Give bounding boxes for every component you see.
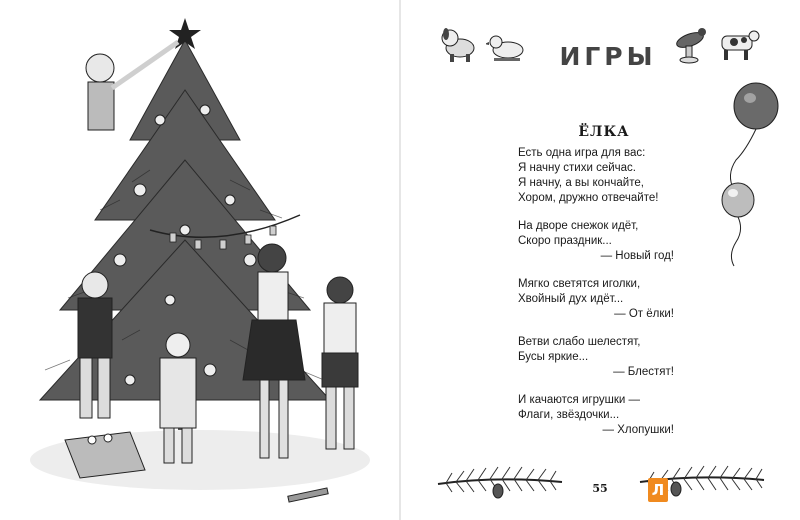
poem <box>518 124 674 451</box>
toy-box <box>65 432 145 478</box>
poem-line: Флаги, звёздочки... <box>518 409 620 421</box>
page-number: 55 <box>592 482 608 495</box>
poem-line: Мягко светятся иголки, <box>518 278 641 290</box>
stanza <box>518 219 674 264</box>
balloon-light <box>722 183 754 217</box>
stanza <box>518 146 674 206</box>
toy-dog-icon <box>438 24 480 64</box>
poem-line: Хвойный дух идёт... <box>518 293 624 305</box>
poem-line: И качаются игрушки — <box>518 394 640 406</box>
publisher-logo: Л <box>648 478 668 502</box>
toy-duck-icon <box>486 32 526 62</box>
poem-line: Я начну стихи сейчас. <box>518 162 636 174</box>
fir-branch-left-icon <box>436 458 564 502</box>
stanza <box>518 335 674 380</box>
poem-line: На дворе снежок идёт, <box>518 220 639 232</box>
poem-line: Ветви слабо шелестят, <box>518 336 641 348</box>
balloon-dark <box>734 83 778 129</box>
poem-line: Есть одна игра для вас: <box>518 147 646 159</box>
stanza <box>518 393 674 438</box>
stanza <box>518 277 674 322</box>
poem-line: Хором, дружно отвечайте! <box>518 192 659 204</box>
right-page <box>400 0 800 520</box>
poem-answer: — От ёлки! <box>614 308 674 320</box>
toy-bird-icon <box>668 24 710 64</box>
poem-title: ЁЛКА <box>578 124 630 140</box>
toy-cow-icon <box>714 24 760 64</box>
poem-line: Скоро праздник... <box>518 235 612 247</box>
poem-answer: — Блестят! <box>613 366 674 378</box>
poem-answer: — Новый год! <box>600 250 674 262</box>
balloons-illustration <box>716 80 786 270</box>
section-title: ИГРЫ <box>559 42 657 71</box>
poem-line: Я начну, а вы кончайте, <box>518 177 644 189</box>
poem-answer: — Хлопушки! <box>602 424 674 436</box>
section-header <box>436 14 756 76</box>
poem-line: Бусы яркие... <box>518 351 589 363</box>
